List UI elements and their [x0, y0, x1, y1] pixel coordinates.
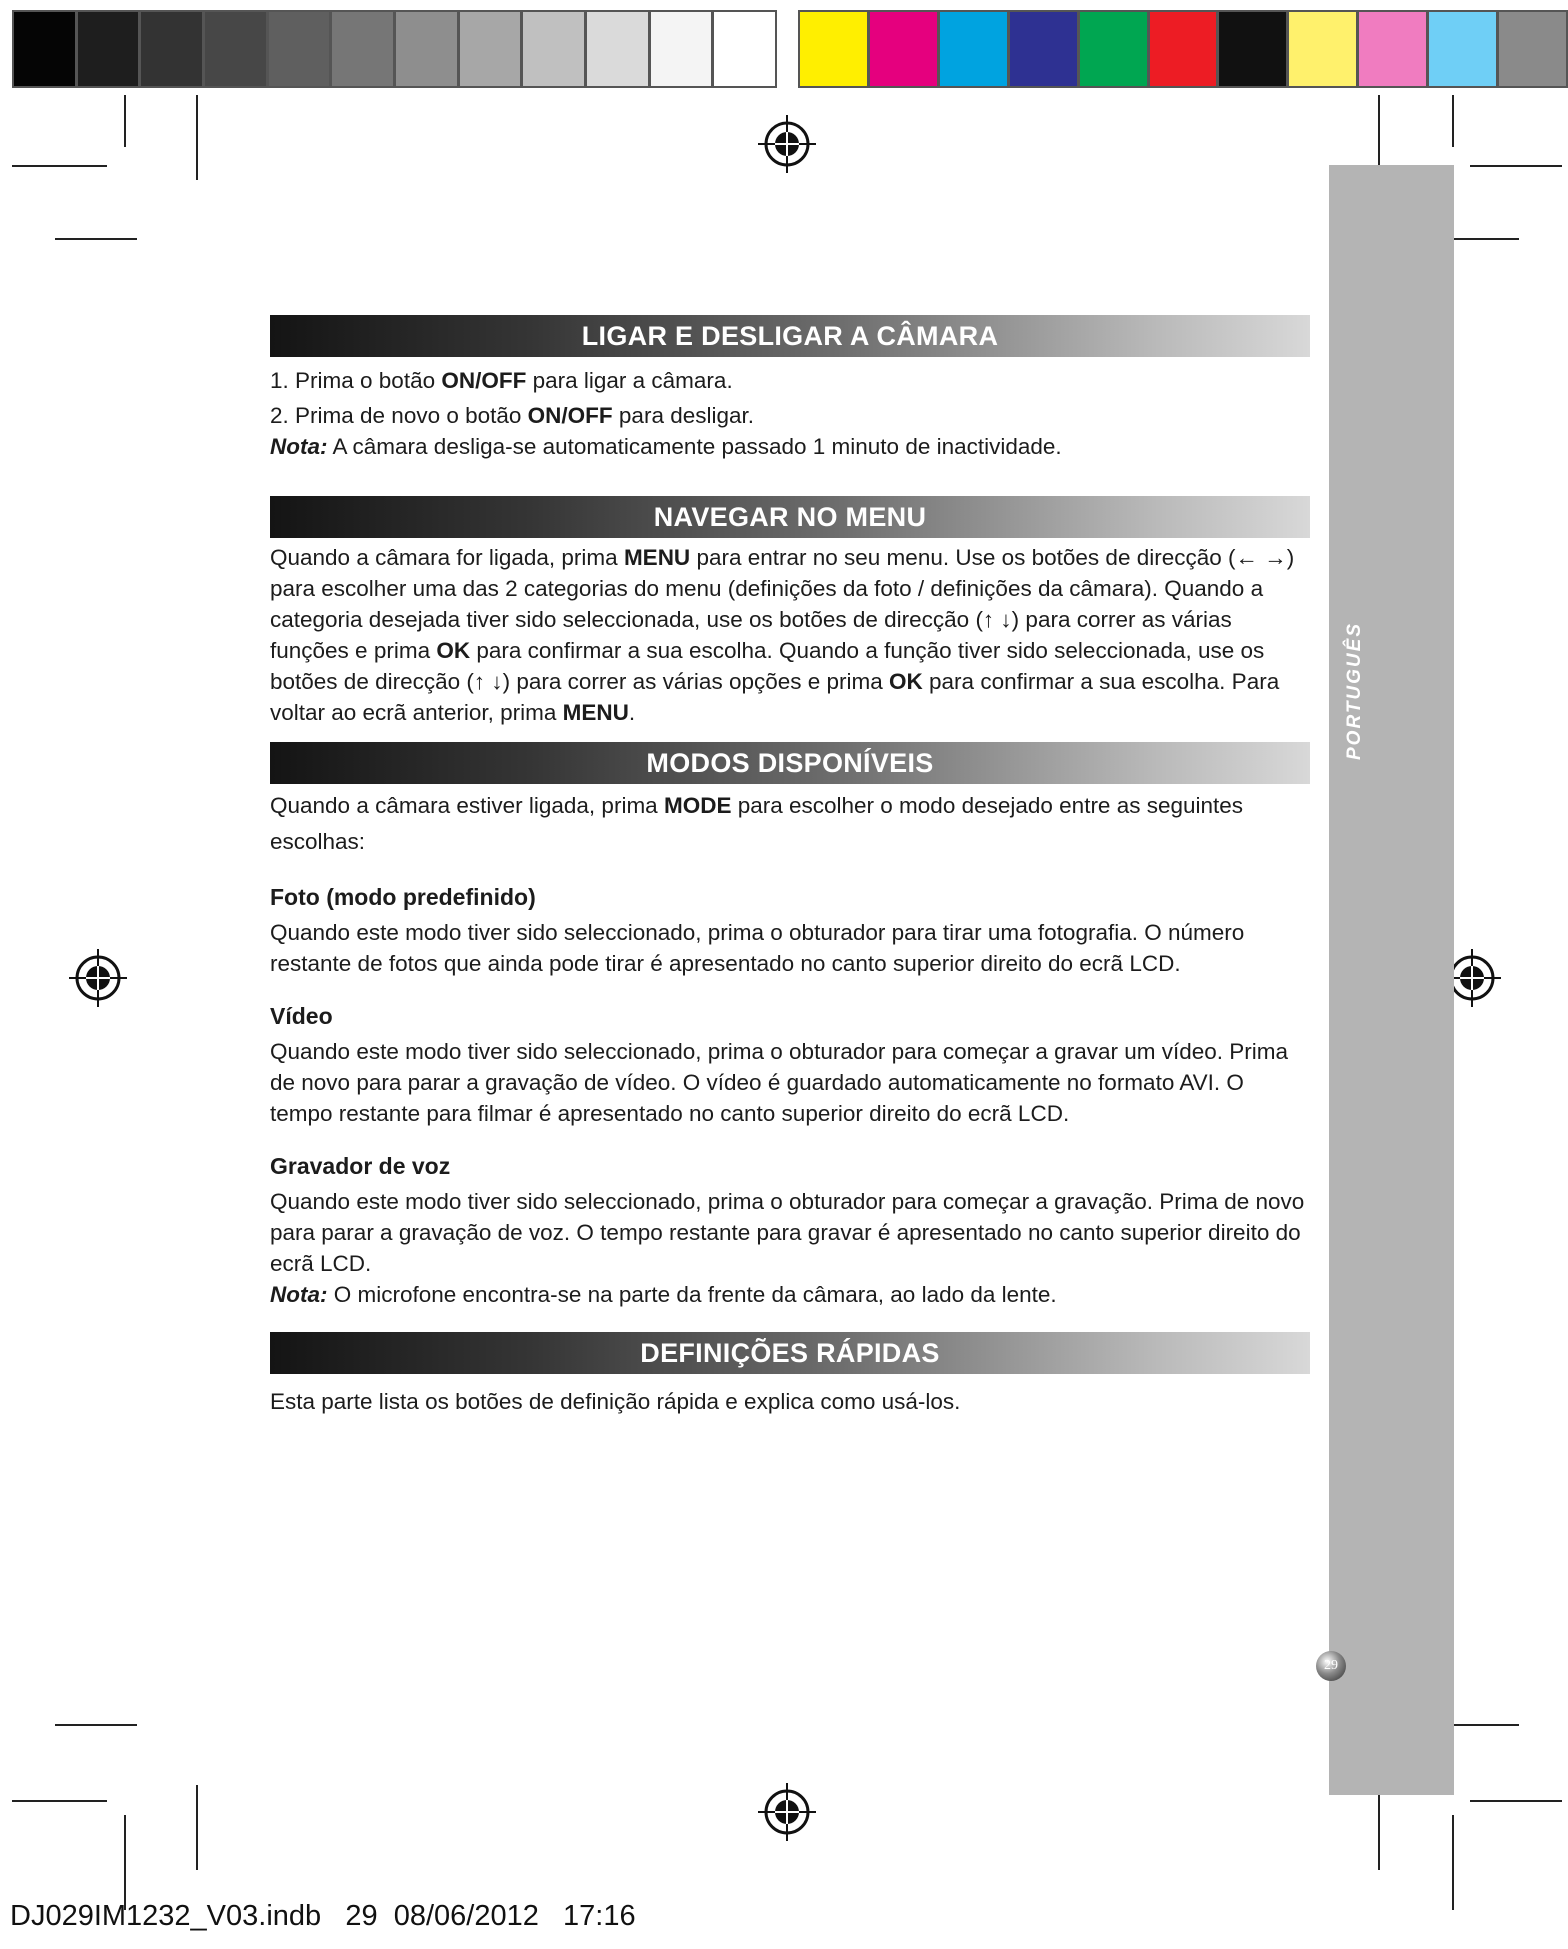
button-reference: OK — [436, 638, 471, 663]
mode-video-title: Vídeo — [270, 1003, 333, 1029]
note-text: A câmara desliga-se automaticamente passado 1 minuto de inactividade. — [327, 434, 1062, 459]
calibration-swatch — [14, 12, 78, 86]
crop-mark — [1470, 1800, 1562, 1802]
crop-mark — [124, 1815, 126, 1910]
button-reference: OK — [889, 669, 923, 694]
crop-mark — [1452, 1815, 1454, 1910]
note-text: O microfone encontra-se na parte da frente da câmara, ao lado da lente. — [327, 1282, 1057, 1307]
crop-mark — [1378, 1785, 1380, 1870]
button-reference: MENU — [562, 700, 629, 725]
calibration-swatch — [1429, 12, 1499, 86]
button-reference: ON/OFF — [527, 403, 613, 428]
calibration-swatch — [141, 12, 205, 86]
button-reference: MODE — [663, 793, 732, 818]
crop-mark — [124, 95, 126, 147]
manual-content — [270, 315, 1310, 1417]
language-label: PORTUGUÊS — [1344, 621, 1365, 760]
calibration-swatch — [651, 12, 715, 86]
calibration-swatch — [523, 12, 587, 86]
crop-mark — [196, 95, 198, 180]
text-fragment: para confirmar a sua escolha. Para voltar ao ecrã anterior, prima — [270, 669, 1280, 725]
modes-note — [270, 1279, 1310, 1310]
calibration-swatch — [1289, 12, 1359, 86]
menu-paragraph — [270, 542, 1310, 728]
modes-intro — [270, 788, 1310, 860]
mode-photo-title: Foto (modo predefinido) — [270, 884, 536, 910]
crop-mark — [55, 238, 137, 240]
calibration-swatch — [714, 12, 775, 86]
text-fragment: . — [628, 700, 636, 725]
calibration-swatch — [269, 12, 333, 86]
calibration-swatch — [870, 12, 940, 86]
crop-mark — [12, 165, 107, 167]
note-label: Nota: — [270, 434, 328, 459]
text-fragment: 1. Prima o botão — [270, 368, 442, 393]
mode-photo-text: Quando este modo tiver sido seleccionado, prima o obturador para tirar uma fotografia. O número restante de fotos que ainda pode tirar é apresentado no canto superior direito do ecrã LCD. — [270, 920, 1245, 976]
grayscale-calibration-strip — [12, 10, 777, 88]
calibration-swatch — [460, 12, 524, 86]
note-label: Nota: — [270, 1282, 328, 1307]
mode-voice-text: Quando este modo tiver sido seleccionado, prima o obturador para começar a gravação. Prima de novo para parar a gravação de voz. O tempo restante para gravar é apresentado no canto superior direito do ecrã LCD. — [270, 1189, 1305, 1276]
calibration-swatch — [1150, 12, 1220, 86]
crop-mark — [1452, 95, 1454, 147]
text-fragment: para desligar. — [612, 403, 755, 428]
calibration-swatch — [1219, 12, 1289, 86]
button-reference: MENU — [623, 545, 691, 570]
text-fragment: 2. Prima de novo o botão — [270, 403, 528, 428]
registration-target-icon — [67, 947, 129, 1009]
button-reference: ON/OFF — [441, 368, 527, 393]
calibration-swatch — [940, 12, 1010, 86]
calibration-swatch — [205, 12, 269, 86]
section-title-menu: NAVEGAR NO MENU — [270, 496, 1310, 538]
crop-mark — [196, 1785, 198, 1870]
calibration-swatch — [1499, 12, 1566, 86]
calibration-swatch — [1359, 12, 1429, 86]
section-title-modes: MODOS DISPONÍVEIS — [270, 742, 1310, 784]
registration-target-icon — [756, 1781, 818, 1843]
calibration-swatch — [78, 12, 142, 86]
quick-settings-text: Esta parte lista os botões de definição rápida e explica como usá-los. — [270, 1389, 961, 1414]
section-title-quick-settings: DEFINIÇÕES RÁPIDAS — [270, 1332, 1310, 1374]
crop-mark — [1470, 165, 1562, 167]
mode-voice-title: Gravador de voz — [270, 1153, 451, 1179]
text-fragment: para confirmar a sua escolha. Quando a função tiver sido seleccionada, use os botões de direcção (↑ ↓) para correr as várias opções e prima — [270, 638, 1265, 694]
page-number: 29 — [1316, 1651, 1346, 1681]
text-fragment: para escolher o modo desejado entre as seguintes escolhas: — [270, 793, 1244, 854]
calibration-swatch — [587, 12, 651, 86]
calibration-swatch — [332, 12, 396, 86]
calibration-swatch — [1010, 12, 1080, 86]
language-side-tab — [1329, 165, 1454, 1795]
color-calibration-strip — [798, 10, 1568, 88]
crop-mark — [12, 1800, 107, 1802]
power-note — [270, 431, 1310, 462]
section-title-power: LIGAR E DESLIGAR A CÂMARA — [270, 315, 1310, 357]
text-fragment: para entrar no seu menu. Use os botões de direcção (← →) para escolher uma das 2 categorias do menu (definições da foto / definições da câmara). Quando a categoria desejada tiver sido seleccionada, use os botões de direcção (↑ ↓) para correr as várias funções e prima — [270, 545, 1295, 663]
power-step-2 — [270, 400, 1310, 431]
print-slug: DJ029IM1232_V03.indb 29 08/06/2012 17:16 — [10, 1900, 636, 1932]
registration-target-icon — [756, 113, 818, 175]
text-fragment: para ligar a câmara. — [526, 368, 733, 393]
text-fragment: Quando a câmara estiver ligada, prima — [270, 793, 664, 818]
mode-video-text: Quando este modo tiver sido seleccionado, prima o obturador para começar a gravar um vídeo. Prima de novo para parar a gravação de vídeo. O vídeo é guardado automaticamente no formato AVI. O tempo restante para filmar é apresentado no canto superior direito do ecrã LCD. — [270, 1039, 1289, 1126]
calibration-swatch — [396, 12, 460, 86]
power-step-1 — [270, 365, 1310, 396]
crop-mark — [55, 1724, 137, 1726]
text-fragment: Quando a câmara for ligada, prima — [270, 545, 624, 570]
calibration-swatch — [1080, 12, 1150, 86]
calibration-swatch — [800, 12, 870, 86]
